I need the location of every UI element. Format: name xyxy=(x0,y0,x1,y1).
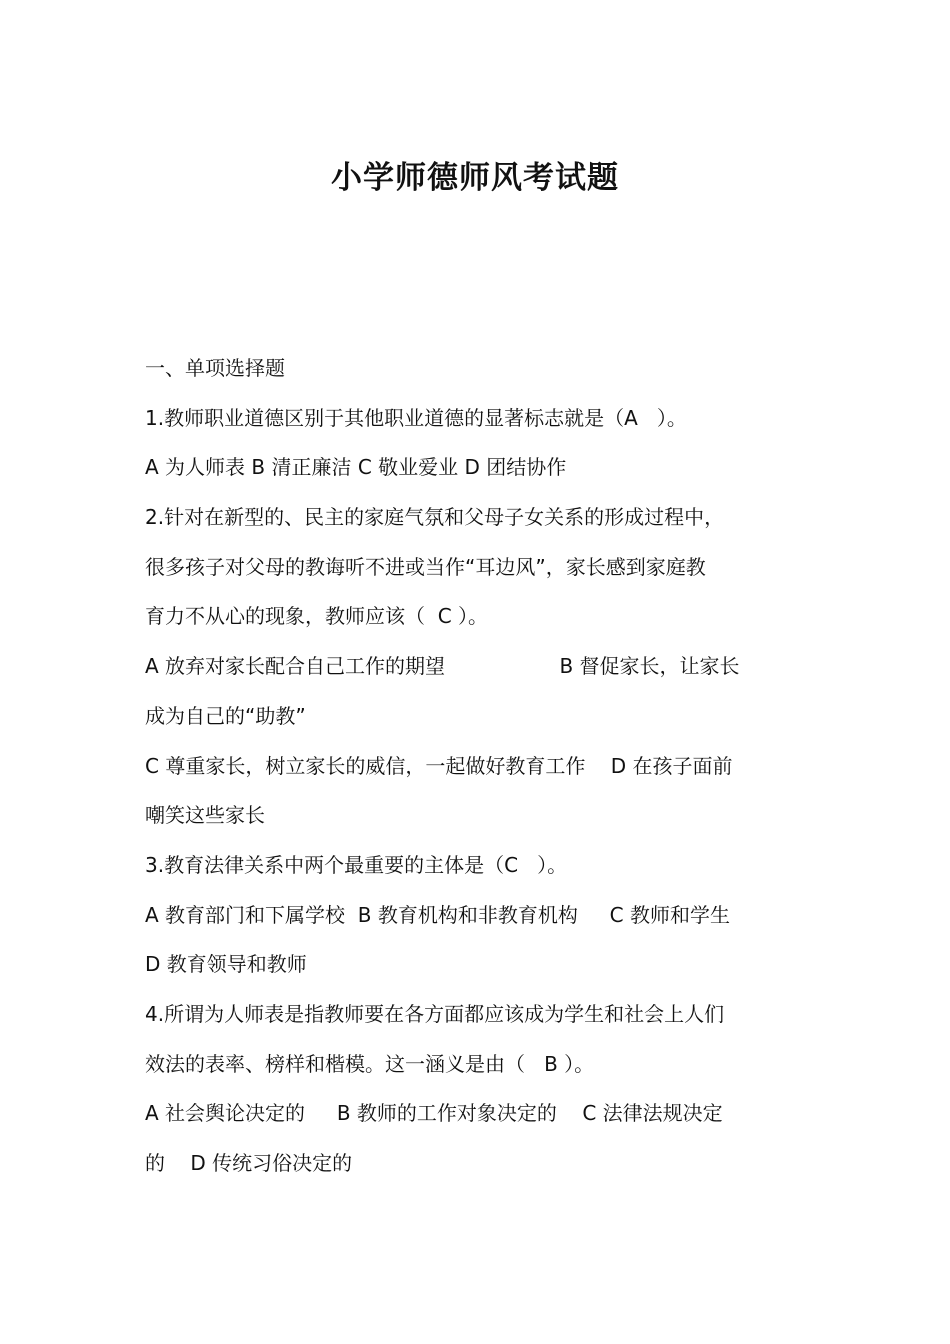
question-2-options-line-4: 嘲笑这些家长 xyxy=(145,803,265,828)
question-2-options-line-3: C 尊重家长，树立家长的威信，一起做好教育工作 D 在孩子面前 xyxy=(145,753,733,778)
document-body xyxy=(145,344,810,1189)
question-2-options-line-1: A 放弃对家长配合自己工作的期望 B 督促家长，让家长 xyxy=(145,654,740,679)
document-title: 小学师德师风考试题 xyxy=(331,160,619,196)
question-1-options: A 为人师表 B 清正廉洁 C 敬业爱业 D 团结协作 xyxy=(145,455,567,480)
question-3: 3.教育法律关系中两个最重要的主体是（C ）。 xyxy=(145,852,568,877)
question-3-options-line-1: A 教育部门和下属学校 B 教育机构和非教育机构 C 教师和学生 xyxy=(145,902,730,927)
question-4-options-line-2: 的 D 传统习俗决定的 xyxy=(145,1151,353,1175)
question-2-options-line-2: 成为自己的“助教” xyxy=(145,703,306,728)
question-4-line-1: 4.所谓为人师表是指教师要在各方面都应该成为学生和社会上人们 xyxy=(145,1001,725,1026)
question-2-line-1: 2.针对在新型的、民主的家庭气氛和父母子女关系的形成过程中， xyxy=(145,505,725,530)
section-heading: 一、单项选择题 xyxy=(145,356,285,380)
question-4-options-line-1: A 社会舆论决定的 B 教师的工作对象决定的 C 法律法规决定 xyxy=(145,1101,723,1126)
question-3-options-line-2: D 教育领导和教师 xyxy=(145,952,307,977)
question-1: 1.教师职业道德区别于其他职业道德的显著标志就是（A ）。 xyxy=(145,405,687,430)
question-2-line-2: 很多孩子对父母的教诲听不进或当作“耳边风”，家长感到家庭教 xyxy=(145,554,706,579)
question-4-line-2: 效法的表率、榜样和楷模。这一涵义是由（ B ）。 xyxy=(145,1051,595,1076)
question-2-line-3: 育力不从心的现象，教师应该（ C ）。 xyxy=(145,604,489,629)
